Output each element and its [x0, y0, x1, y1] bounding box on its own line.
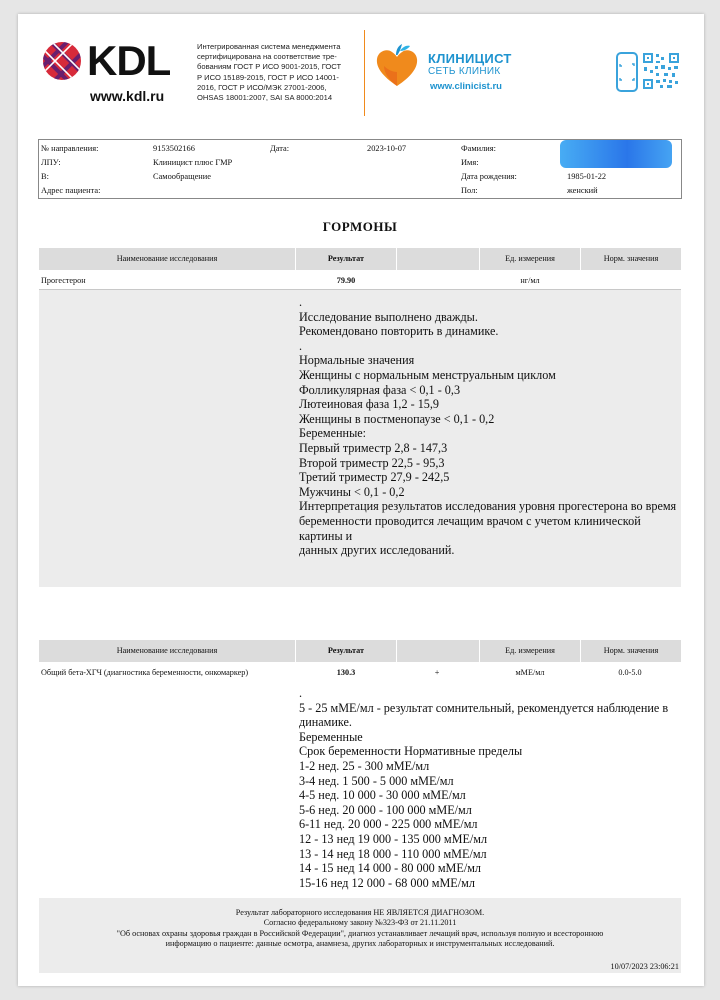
surname-label: Фамилия: [461, 144, 496, 153]
test-comment: . 5 - 25 мМЕ/мл - результат сомнительный, рекомендуется наблюдение в динамике. Беременные Срок беременности Нормативные пределы 1-2 нед. 25 - 300 мМЕ/мл 3-4 нед. 1 500 - 5 000 мМЕ/мл 4-5 нед. 10 000 - 30 000 мМЕ/мл 5-6 нед. 20 000 - 100 000 мМЕ/мл 6-11 нед. 20 000 - 225 000 мМЕ/мл 12 - 13 нед 19 000 - 135 000 мМЕ/мл 13 - 14 нед 18 000 - 110 000 мМЕ/мл 14 - 15 нед 14 000 - 80 000 мМЕ/мл 15-16 нед 12 000 - 68 000 мМЕ/мл [299, 686, 672, 890]
disclaimer-line: Результат лабораторного исследования НЕ ЯВЛЯЕТСЯ ДИАГНОЗОМ. [235, 908, 485, 917]
column-header-norm: Норм. значения [603, 646, 659, 655]
test-name: Прогестерон [41, 276, 86, 285]
column-header-name: Наименование исследования [116, 646, 218, 655]
birth-label: Дата рождения: [461, 172, 517, 181]
address-label: Адрес пациента: [41, 186, 101, 195]
order-number-label: № направления: [41, 144, 99, 153]
sex-label: Пол: [461, 186, 478, 195]
kdl-logo-icon [42, 41, 82, 81]
table-header [39, 640, 681, 662]
column-header-result: Результат [327, 254, 365, 263]
disclaimer-footer [39, 898, 681, 973]
disclaimer-line: Согласно федеральному закону №323-ФЗ от 21.11.2011 [263, 918, 457, 928]
column-header-norm: Норм. значения [603, 254, 659, 263]
test-result: 130.3 [336, 668, 356, 677]
certification-text: Интегрированная система менеджмента сертифицирована на соответствие тре- бованиям ГОСТ Р ИСО 9001-2015, ГОСТ Р ИСО 15189-2015, ГОСТ Р ИСО 14001- 2016, ГОСТ Р ИСО/МЭК 27001-2006, OHSAS 18001:2007, SAI SA 8000:2014 [197, 42, 342, 103]
test-unit: нг/мл [520, 276, 540, 285]
test-name: Общий бета-ХГЧ (диагностика беременности, онкомаркер) [41, 668, 249, 677]
disclaimer-line: информацию о пациенте: данные осмотра, анамнеза, других лабораторных и инструментальных исследований. [165, 939, 555, 949]
column-header-name: Наименование исследования [116, 254, 218, 263]
table-header [39, 248, 681, 270]
clinicist-heart-icon [374, 42, 420, 90]
column-header-unit: Ед. измерения [505, 254, 555, 263]
redaction-mark [560, 140, 672, 168]
abnormal-flag: + [434, 668, 440, 677]
lpu-value: Клиницист плюс ГМР [153, 158, 233, 167]
test-unit: мМЕ/мл [515, 668, 545, 677]
lpu-label: ЛПУ: [41, 158, 61, 167]
clinicist-name: КЛИНИЦИСТ [428, 51, 512, 66]
test-comment: . Исследование выполнено дважды. Рекомендовано повторить в динамике. . Нормальные значения Женщины с нормальным менструальным циклом Фолликулярная фаза < 0,1 - 0,3 Лютеиновая фаза 1,2 - 15,9 Женщины в постменопаузе < 0,1 - 0,2 Беременные: Первый триместр 2,8 - 147,3 Второй триместр 22,5 - 95,3 Третий триместр 27,9 - 242,5 Мужчины < 0,1 - 0,2 Интерпретация результатов исследования уровня прогестерона во время беременности проводится лечащим врачом с учетом клинической картины и данных других исследований. [299, 295, 677, 558]
phone-scan-icon [616, 52, 638, 92]
clinicist-site-link[interactable]: www.clinicist.ru [430, 81, 502, 92]
print-timestamp: 10/07/2023 23:06:21 [610, 962, 679, 971]
sex-value: женский [567, 186, 598, 195]
clinicist-subtitle: СЕТЬ КЛИНИК [428, 66, 501, 77]
test-norm: 0.0-5.0 [618, 668, 642, 677]
column-header-unit: Ед. измерения [505, 646, 555, 655]
test-result: 79.90 [336, 276, 356, 285]
order-number-value: 9153502166 [153, 144, 195, 153]
qr-code-icon[interactable] [642, 52, 680, 90]
section-title: ГОРМОНЫ [322, 219, 398, 234]
date-value: 2023-10-07 [367, 144, 407, 153]
disclaimer-line: "Об основах охраны здоровья граждан в Российской Федерации", диагноз устанавливает лечащий врач, используя полную и всесторонною [116, 928, 604, 938]
date-label: Дата: [270, 144, 290, 153]
v-label: В: [41, 172, 49, 181]
birth-value: 1985-01-22 [567, 172, 607, 181]
kdl-logo-text: KDL [87, 37, 171, 84]
name-label: Имя: [461, 158, 479, 167]
kdl-site-link[interactable]: www.kdl.ru [90, 88, 165, 104]
header-divider [364, 30, 365, 116]
v-value: Самообращение [153, 172, 211, 181]
column-header-result: Результат [327, 646, 365, 655]
